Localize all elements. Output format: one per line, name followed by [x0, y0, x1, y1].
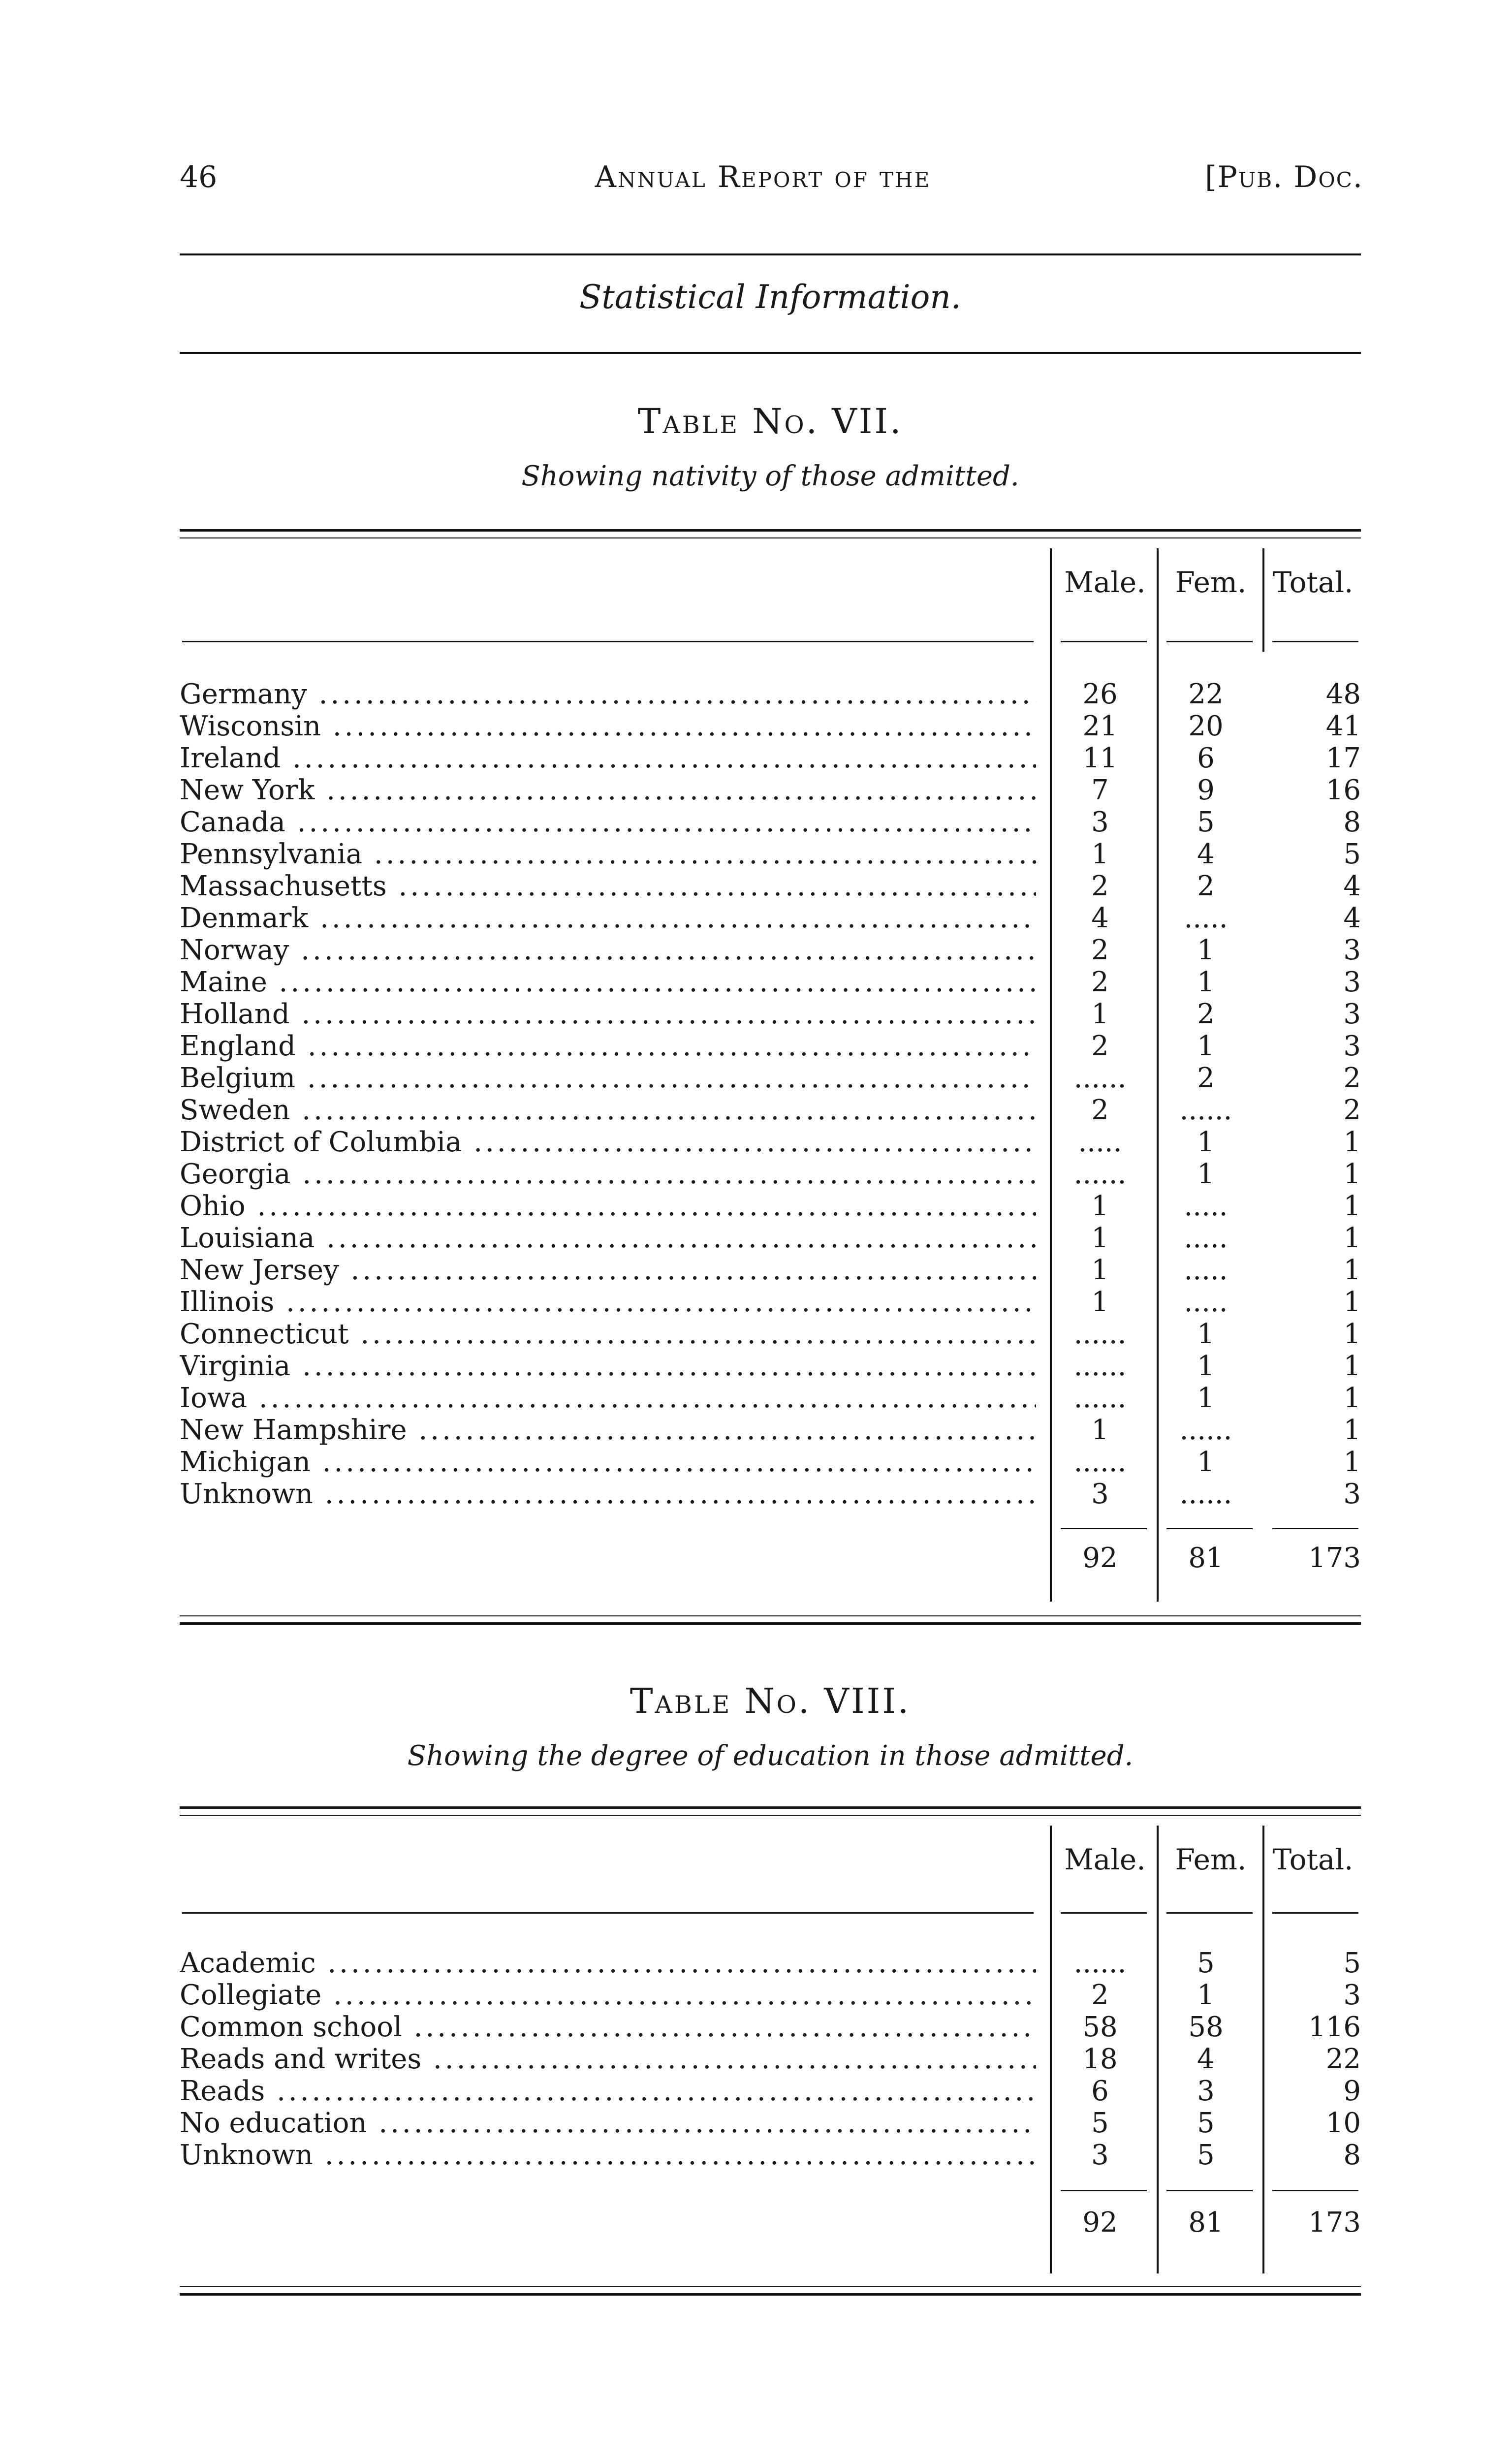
total-value: 1: [1343, 1414, 1361, 1446]
section-rule: [180, 352, 1361, 354]
total-value: 17: [1325, 742, 1361, 774]
male-value: 2: [1091, 966, 1109, 998]
fem-value: ......: [1179, 1478, 1232, 1510]
table-row: [180, 1159, 1361, 1190]
male-value: 21: [1082, 710, 1118, 742]
total-value: 2: [1343, 1062, 1361, 1094]
fem-value: 9: [1197, 774, 1215, 806]
fem-value: 5: [1197, 2139, 1215, 2171]
total-value: 1: [1343, 1126, 1361, 1158]
table7-col-fem: Fem.: [1175, 566, 1247, 599]
row-label: Connecticut .....: [180, 1319, 1036, 1350]
table7-top-rule: [180, 529, 1361, 532]
row-label: Canada .....: [180, 807, 1036, 838]
male-value: 18: [1082, 2043, 1118, 2075]
table8-title: Table No. VIII.: [630, 1681, 911, 1721]
total-value: 1: [1343, 1158, 1361, 1190]
male-value: 1: [1091, 1286, 1109, 1318]
table8-totals-row: [180, 2207, 1361, 2239]
table7-head-rule: [182, 641, 1034, 642]
male-value: 2: [1091, 1030, 1109, 1062]
total-value: 3: [1343, 998, 1361, 1030]
table-row: [180, 871, 1361, 902]
male-value: 3: [1091, 1478, 1109, 1510]
male-value: ......: [1073, 1318, 1127, 1350]
table8-sum-rule-total: [1272, 2190, 1358, 2191]
table8-total-male: 92: [1082, 2207, 1118, 2239]
male-value: 5: [1091, 2107, 1109, 2139]
row-label: New York .....: [180, 775, 1036, 806]
fem-value: 5: [1197, 2107, 1215, 2139]
table-row: [180, 967, 1361, 998]
row-label: England .....: [180, 1031, 1036, 1062]
total-value: 8: [1343, 806, 1361, 838]
table-row: [180, 1191, 1361, 1222]
table-row: [180, 1095, 1361, 1126]
total-value: 5: [1343, 1947, 1361, 1979]
table8-col-total: Total.: [1272, 1843, 1354, 1876]
total-value: 10: [1325, 2107, 1361, 2139]
table-row: [180, 1319, 1361, 1350]
table-row: [180, 711, 1361, 742]
table8-head-rule-male: [1061, 1912, 1147, 1914]
table7-total-total: 173: [1308, 1542, 1361, 1574]
male-value: ......: [1073, 1947, 1127, 1979]
table-row: [180, 2012, 1361, 2043]
total-value: 2: [1343, 1094, 1361, 1126]
total-value: 3: [1343, 1030, 1361, 1062]
male-value: 2: [1091, 934, 1109, 966]
male-value: 2: [1091, 1094, 1109, 1126]
table8-bottom-rule: [180, 2286, 1361, 2287]
male-value: 3: [1091, 2139, 1109, 2171]
fem-value: 1: [1197, 966, 1215, 998]
row-label: New Jersey .....: [180, 1255, 1036, 1286]
total-value: 116: [1308, 2011, 1361, 2043]
row-label: Reads and writes .....: [180, 2044, 1036, 2075]
row-label: Belgium .....: [180, 1063, 1036, 1094]
table-row: [180, 1287, 1361, 1318]
table8-head-rule: [182, 1912, 1034, 1914]
male-value: 58: [1082, 2011, 1118, 2043]
table-row: [180, 935, 1361, 966]
fem-value: 1: [1197, 1030, 1215, 1062]
total-value: 1: [1343, 1318, 1361, 1350]
table8-sum-rule-male: [1061, 2190, 1147, 2191]
total-value: 41: [1325, 710, 1361, 742]
table-row: [180, 1415, 1361, 1446]
table7-sum-rule-male: [1061, 1528, 1147, 1529]
male-value: ......: [1073, 1062, 1127, 1094]
table-row: [180, 1223, 1361, 1254]
table-row: [180, 1351, 1361, 1382]
section-title: Statistical Information.: [579, 278, 961, 316]
male-value: 1: [1091, 1222, 1109, 1254]
row-label: Massachusetts .....: [180, 871, 1036, 902]
fem-value: 1: [1197, 1446, 1215, 1478]
fem-value: 58: [1188, 2011, 1224, 2043]
table7-title: Table No. VII.: [637, 401, 903, 442]
total-value: 5: [1343, 838, 1361, 870]
row-label: Illinois .....: [180, 1287, 1036, 1318]
page-number: 46: [180, 160, 218, 194]
fem-value: .....: [1184, 1254, 1228, 1286]
table-row: [180, 1031, 1361, 1062]
row-label: Germany .....: [180, 679, 1036, 710]
total-value: 1: [1343, 1350, 1361, 1382]
male-value: 7: [1091, 774, 1109, 806]
fem-value: 22: [1188, 678, 1224, 710]
total-value: 8: [1343, 2139, 1361, 2171]
row-label: Michigan .....: [180, 1447, 1036, 1478]
row-label: Denmark .....: [180, 903, 1036, 934]
fem-value: 1: [1197, 1979, 1215, 2011]
running-title: Annual Report of the: [595, 160, 931, 194]
male-value: 1: [1091, 838, 1109, 870]
table8-sum-rule-fem: [1166, 2190, 1253, 2191]
row-label: Georgia .....: [180, 1159, 1036, 1190]
fem-value: ......: [1179, 1094, 1232, 1126]
fem-value: 20: [1188, 710, 1224, 742]
table-row: [180, 1447, 1361, 1478]
table7-bottom-rule-2: [180, 1622, 1361, 1625]
row-label: Maine .....: [180, 967, 1036, 998]
fem-value: 2: [1197, 998, 1215, 1030]
total-value: 4: [1343, 870, 1361, 902]
male-value: 4: [1091, 902, 1109, 934]
total-value: 1: [1343, 1190, 1361, 1222]
table7-sum-rule-total: [1272, 1528, 1358, 1529]
male-value: 11: [1082, 742, 1118, 774]
row-label: Norway .....: [180, 935, 1036, 966]
fem-value: 2: [1197, 870, 1215, 902]
table7-sum-rule-fem: [1166, 1528, 1253, 1529]
male-value: 2: [1091, 1979, 1109, 2011]
table-row: [180, 2108, 1361, 2139]
male-value: ......: [1073, 1382, 1127, 1414]
male-value: ......: [1073, 1446, 1127, 1478]
male-value: 26: [1082, 678, 1118, 710]
male-value: .....: [1078, 1126, 1122, 1158]
fem-value: .....: [1184, 1222, 1228, 1254]
row-label: Reads .....: [180, 2076, 1036, 2107]
row-label: Common school .....: [180, 2012, 1036, 2043]
fem-value: .....: [1184, 902, 1228, 934]
row-label: Iowa .....: [180, 1383, 1036, 1414]
row-label: District of Columbia .....: [180, 1127, 1036, 1158]
total-value: 48: [1325, 678, 1361, 710]
table8-col-male: Male.: [1064, 1843, 1146, 1876]
table-row: [180, 2044, 1361, 2075]
table-row: [180, 2076, 1361, 2107]
fem-value: 1: [1197, 1382, 1215, 1414]
table-row: [180, 839, 1361, 870]
table-row: [180, 1948, 1361, 1979]
fem-value: 3: [1197, 2075, 1215, 2107]
total-value: 1: [1343, 1446, 1361, 1478]
row-label: Virginia .....: [180, 1351, 1036, 1382]
row-label: Holland .....: [180, 999, 1036, 1030]
table-row: [180, 1255, 1361, 1286]
table8-total-total: 173: [1308, 2207, 1361, 2239]
total-value: 4: [1343, 902, 1361, 934]
table8-bottom-rule-2: [180, 2293, 1361, 2296]
table8-head-rule-fem: [1166, 1912, 1253, 1914]
total-value: 16: [1325, 774, 1361, 806]
table8-subtitle: Showing the degree of education in those admitted.: [407, 1740, 1134, 1772]
table-row: [180, 1063, 1361, 1094]
table7-head-rule-fem: [1166, 641, 1253, 642]
fem-value: 6: [1197, 742, 1215, 774]
table7-col-total: Total.: [1272, 566, 1354, 599]
row-label: Ireland .....: [180, 743, 1036, 774]
row-label: Louisiana .....: [180, 1223, 1036, 1254]
document-type: [Pub. Doc.: [1205, 160, 1363, 194]
row-label: Sweden .....: [180, 1095, 1036, 1126]
table7-total-fem: 81: [1188, 1542, 1224, 1574]
total-value: 1: [1343, 1254, 1361, 1286]
table7-divider-fem: [1262, 548, 1264, 652]
fem-value: 1: [1197, 1350, 1215, 1382]
table-row: [180, 775, 1361, 806]
fem-value: 2: [1197, 1062, 1215, 1094]
row-label: Academic .....: [180, 1948, 1036, 1979]
fem-value: .....: [1184, 1190, 1228, 1222]
total-value: 1: [1343, 1382, 1361, 1414]
fem-value: 1: [1197, 1158, 1215, 1190]
male-value: 1: [1091, 998, 1109, 1030]
fem-value: 1: [1197, 934, 1215, 966]
male-value: 6: [1091, 2075, 1109, 2107]
table8-top-rule: [180, 1806, 1361, 1809]
row-label: Ohio .....: [180, 1191, 1036, 1222]
male-value: 2: [1091, 870, 1109, 902]
table7: [180, 538, 1361, 1607]
table-row: [180, 807, 1361, 838]
row-label: Wisconsin .....: [180, 711, 1036, 742]
table7-head-rule-total: [1272, 641, 1358, 642]
row-label: Unknown .....: [180, 2140, 1036, 2171]
row-label: Collegiate .....: [180, 1980, 1036, 2011]
table7-totals-row: [180, 1543, 1361, 1574]
table8-col-fem: Fem.: [1175, 1843, 1247, 1876]
row-label: Pennsylvania .....: [180, 839, 1036, 870]
fem-value: 1: [1197, 1126, 1215, 1158]
total-value: 9: [1343, 2075, 1361, 2107]
table-row: [180, 679, 1361, 710]
fem-value: ......: [1179, 1414, 1232, 1446]
row-label: Unknown .....: [180, 1479, 1036, 1510]
table-row: [180, 1127, 1361, 1158]
total-value: 3: [1343, 1478, 1361, 1510]
male-value: 3: [1091, 806, 1109, 838]
table-row: [180, 743, 1361, 774]
male-value: ......: [1073, 1350, 1127, 1382]
table-row: [180, 1980, 1361, 2011]
table7-total-male: 92: [1082, 1542, 1118, 1574]
header-rule: [180, 253, 1361, 255]
table8: [180, 1816, 1361, 2278]
fem-value: .....: [1184, 1286, 1228, 1318]
table-row: [180, 999, 1361, 1030]
table7-subtitle: Showing nativity of those admitted.: [521, 460, 1019, 492]
male-value: 1: [1091, 1190, 1109, 1222]
male-value: ......: [1073, 1158, 1127, 1190]
table8-total-fem: 81: [1188, 2207, 1224, 2239]
table-row: [180, 1479, 1361, 1510]
total-value: 1: [1343, 1222, 1361, 1254]
table-row: [180, 2140, 1361, 2171]
male-value: 1: [1091, 1254, 1109, 1286]
table8-head-rule-total: [1272, 1912, 1358, 1914]
fem-value: 5: [1197, 1947, 1215, 1979]
total-value: 22: [1325, 2043, 1361, 2075]
row-label: No education .....: [180, 2108, 1036, 2139]
male-value: 1: [1091, 1414, 1109, 1446]
table7-head-rule-male: [1061, 641, 1147, 642]
fem-value: 1: [1197, 1318, 1215, 1350]
table-row: [180, 903, 1361, 934]
total-value: 3: [1343, 1979, 1361, 2011]
fem-value: 4: [1197, 838, 1215, 870]
row-label: New Hampshire .....: [180, 1415, 1036, 1446]
table7-col-male: Male.: [1064, 566, 1146, 599]
total-value: 1: [1343, 1286, 1361, 1318]
table7-bottom-rule: [180, 1615, 1361, 1616]
total-value: 3: [1343, 934, 1361, 966]
fem-value: 4: [1197, 2043, 1215, 2075]
total-value: 3: [1343, 966, 1361, 998]
fem-value: 5: [1197, 806, 1215, 838]
table-row: [180, 1383, 1361, 1414]
